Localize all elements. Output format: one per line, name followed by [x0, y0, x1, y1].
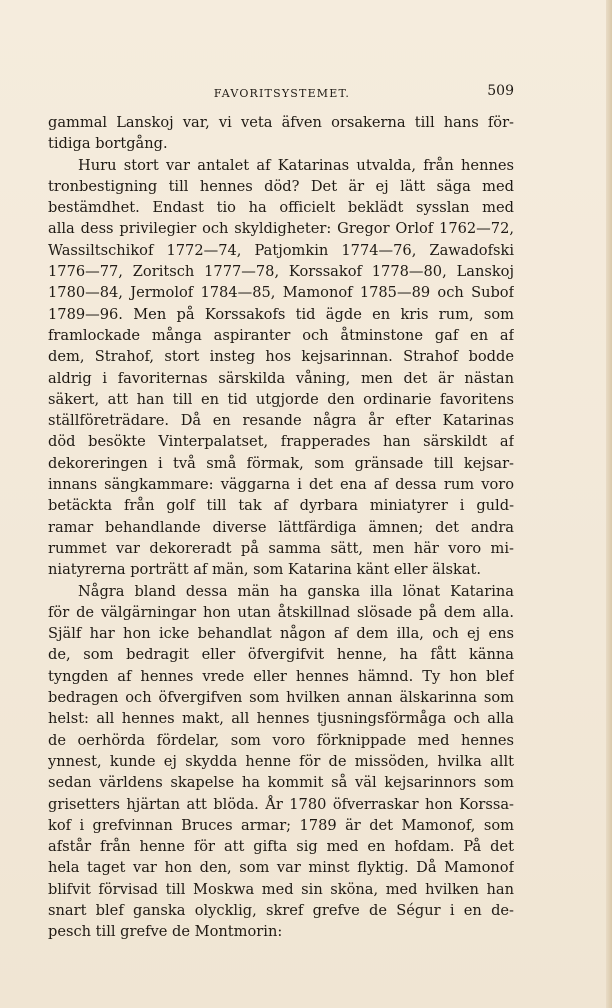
text-line: niatyrerna porträtt af män, som Katarina känt eller älskat. [48, 561, 482, 579]
text-line: för de välgärningar hon utan åtskillnad slösade på dem alla. [48, 603, 514, 621]
text-line: tronbestigning till hennes död? Det är ej lätt säga med [48, 177, 514, 195]
text-line: ställföreträdare. Då en resande några år efter Katarinas [48, 412, 514, 430]
text-line: pesch till grefve de Montmorin: [48, 923, 283, 941]
text-line: aldrig i favoriternas särskilda våning, men det är nästan [48, 369, 514, 387]
text-line: tidiga bortgång. [48, 135, 168, 153]
text-line: Huru stort var antalet af Katarinas utvalda, från hennes [78, 156, 514, 174]
body-text [48, 112, 514, 943]
text-line: bestämdhet. Endast tio ha officielt beklädt sysslan med [48, 199, 514, 217]
text-line: framlockade många aspiranter och åtminstone gaf en af [48, 326, 514, 344]
page-edge [606, 0, 612, 1008]
text-line: gammal Lanskoj var, vi veta äfven orsakerna till hans för- [48, 114, 514, 131]
text-line: Wassiltschikof 1772—74, Patjomkin 1774—76, Zawadofski [48, 241, 514, 259]
page-number: 509 [487, 83, 514, 99]
text-line: innans sängkammare: väggarna i det ena af dessa rum voro [48, 476, 514, 494]
text-line: blifvit förvisad till Moskwa med sin sköna, med hvilken han [48, 880, 514, 898]
text-line: ynnest, kunde ej skydda henne för de missöden, hvilka allt [48, 752, 514, 770]
text-line: 1776—77, Zoritsch 1777—78, Korssakof 1778—80, Lanskoj [48, 263, 514, 281]
text-line: ramar behandlande diverse lättfärdiga ämnen; det andra [48, 518, 514, 536]
text-line: de, som bedragit eller öfvergifvit henne, ha fått känna [48, 646, 514, 664]
text-line: hela taget var hon den, som var minst flyktig. Då Mamonof [48, 859, 514, 877]
text-line: 1780—84, Jermolof 1784—85, Mamonof 1785—89 och Subof [48, 284, 514, 302]
text-line: de oerhörda fördelar, som voro förknippade med hennes [48, 731, 514, 749]
text-line: Några bland dessa män ha ganska illa lönat Katarina [78, 582, 514, 600]
text-line: tyngden af hennes vrede eller hennes hämnd. Ty hon blef [48, 667, 514, 685]
text-line: kof i grefvinnan Bruces armar; 1789 är det Mamonof, som [48, 816, 514, 834]
text-line: afstår från henne för att gifta sig med en hofdam. På det [48, 838, 514, 856]
text-line: sedan världens skapelse ha kommit så väl kejsarinnors som [48, 774, 514, 792]
text-line: helst: all hennes makt, all hennes tjusningsförmåga och alla [48, 710, 514, 728]
text-line: säkert, att han till en tid utgjorde den ordinarie favoritens [48, 390, 514, 408]
header-title: FAVORITSYSTEMET. [213, 87, 351, 100]
text-line: alla dess privilegier och skyldigheter: Gregor Orlof 1762—72, [48, 220, 514, 238]
text-line: rummet var dekoreradt på samma sätt, men här voro mi- [48, 539, 514, 557]
text-line: dem, Strahof, stort insteg hos kejsarinnan. Strahof bodde [48, 348, 514, 366]
text-line: grisetters hjärtan att blöda. År 1780 öfverraskar hon Korssa- [48, 795, 514, 813]
text-line: bedragen och öfvergifven som hvilken annan älskarinna som [48, 689, 514, 707]
text-line: 1789—96. Men på Korssakofs tid ägde en kris rum, som [48, 305, 514, 323]
text-line: Själf har hon icke behandlat någon af dem illa, och ej ens [48, 625, 514, 643]
running-header [48, 83, 516, 103]
text-line: betäckta från golf till tak af dyrbara miniatyrer i guld- [48, 497, 514, 515]
text-line: död besökte Vinterpalatset, frapperades han särskildt af [48, 433, 514, 451]
text-line: dekoreringen i två små förmak, som gränsade till kejsar- [48, 454, 514, 472]
text-line: snart blef ganska olycklig, skref grefve de Ségur i en de- [48, 901, 514, 919]
